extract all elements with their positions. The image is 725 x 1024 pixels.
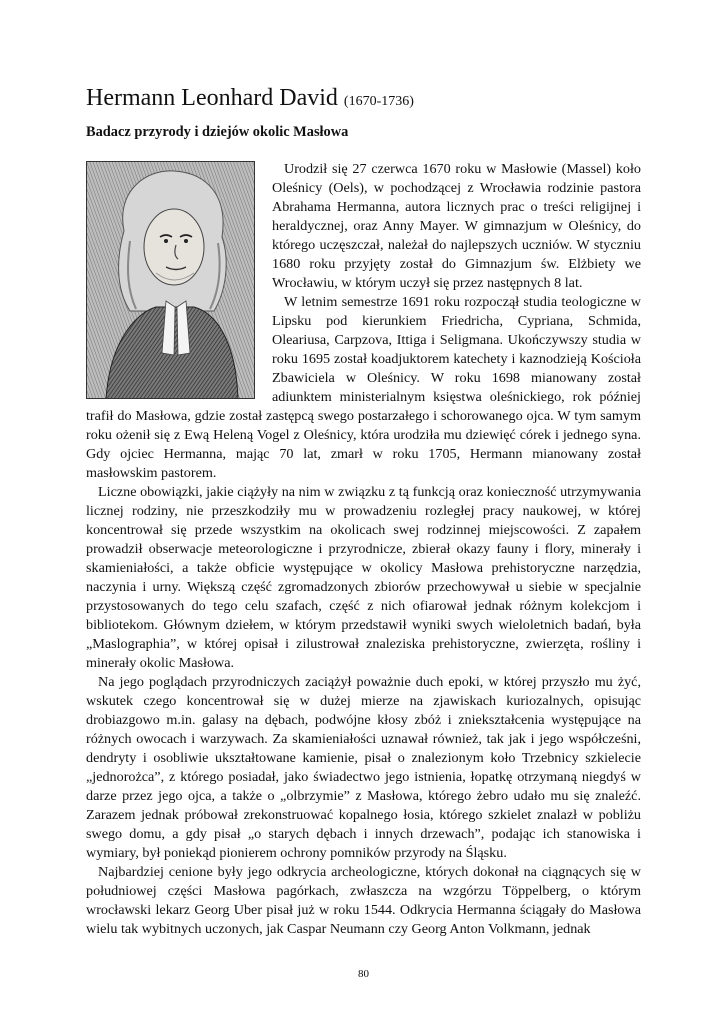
portrait-float-spacer [86,160,272,398]
article-subtitle: Badacz przyrody i dziejów okolic Masłowa [86,124,349,140]
life-years: (1670-1736) [343,94,414,109]
person-name: Hermann Leonhard David [86,85,338,111]
paragraph: W letnim semestrze 1691 roku rozpoczął studia teologiczne w Lipsku pod kierunkiem Friedricha, Cypriana, Schmida, Oleariusa, Carpzova, Ittiga i Seligmana. Ukończywszy studia w roku 1695 został koadjuktorem katechety i kaznodzieją Kościoła Zbawiciela w Oleśnicy. W roku 1698 mianowany został adiunktem ministerialnym księstwa oleśnickiego, rok później trafił do Masłowa, gdzie został zastępcą swego postarzałego i schorowanego ojca. W tym samym roku ożenił się z Ewą Heleną Vogel z Oleśnicy, która urodziła mu dziewięć córek i jednego syna. Gdy ojciec Hermanna, mając 70 lat, zmarł w roku 1705, Hermann mianowany został masłowskim pastorem. [86,294,641,481]
paragraph: Urodził się 27 czerwca 1670 roku w Masłowie (Massel) koło Oleśnicy (Oels), w pochodzącej z Wrocławia rodzinie pastora Abrahama Hermanna, autora licznych prac o treści religijnej i heraldycznej, oraz Anny Mayer. W gimnazjum w Oleśnicy, do którego uczęszczał, należał do najlepszych uczniów. W styczniu 1680 roku przyjęty został do Gimnazjum św. Elżbiety we Wrocławiu, w którym uczył się przez następnych 8 lat. [272,161,641,291]
paragraph: Na jego poglądach przyrodniczych zaciążył poważnie duch epoki, w której przyszło mu żyć, wskutek czego koncentrował się w dużej mierze na zjawiskach kuriozalnych, opisując drobiazgowo m.in. galasy na dębach, podwójne kłosy zbóż i zniekształcenia występujące na różnych owocach i warzywach. Za skamieniałości uznawał również, tak jak i jego współcześni, dendryty i osobliwie ukształtowane kamienie, pisał o znalezionym koło Trzebnicy szkielecie „jednorożca”, z którego posiadał, jako świadectwo jego istnienia, łopatkę otrzymaną niegdyś w darze przez jego ojca, a także o „olbrzymie” z Masłowa, którego żebro udało mu się znaleźć. Zarazem jednak próbował zrekonstruować kopalnego łosia, którego szkielet znalazł w pobliżu swego domu, a gdy pisał „o starych dębach i innych drzewach”, podając ich stanowiska i wymiary, był poniekąd pionierem ochrony pomników przyrody na Śląsku. [86,674,641,861]
paragraph: Najbardziej cenione były jego odkrycia archeologiczne, których dokonał na ciągnących się w południowej części Masłowa pagórkach, zwłaszcza na wzgórzu Töppelberg, o którym wrocławski lekarz Georg Uber pisał już w roku 1544. Odkrycia Hermanna ściągały do Masłowa wielu tak wybitnych uczonych, jak Caspar Neumann czy Georg Anton Volkmann, jednak [86,864,641,937]
paragraph: Liczne obowiązki, jakie ciążyły na nim w związku z tą funkcją oraz konieczność utrzymywania licznej rodziny, nie przeszkodziły mu w prowadzeniu rozległej pracy naukowej, w której koncentrował się przede wszystkim na okolicach swej rodzinnej miejscowości. Z zapałem prowadził obserwacje meteorologiczne i przyrodnicze, zbierał okazy fauny i flory, minerały i skamieniałości, a także obficie występujące w okolicy Masłowa prehistoryczne narzędzia, naczynia i urny. Większą część zgromadzonych zbiorów przechowywał u siebie w specjalnie przystosowanych do tego celu szafach, część z nich ofiarował jednak różnym kolekcjom i bibliotekom. Głównym dziełem, w którym przedstawił wyniki swych wieloletnich badań, była „Maslographia”, w której opisał i zilustrował znaleziska prehistoryczne, zwierzęta, rośliny i minerały okolic Masłowa. [86,484,641,671]
article-body [86,160,641,939]
article-title [86,84,414,116]
page-number: 80 [358,968,369,980]
